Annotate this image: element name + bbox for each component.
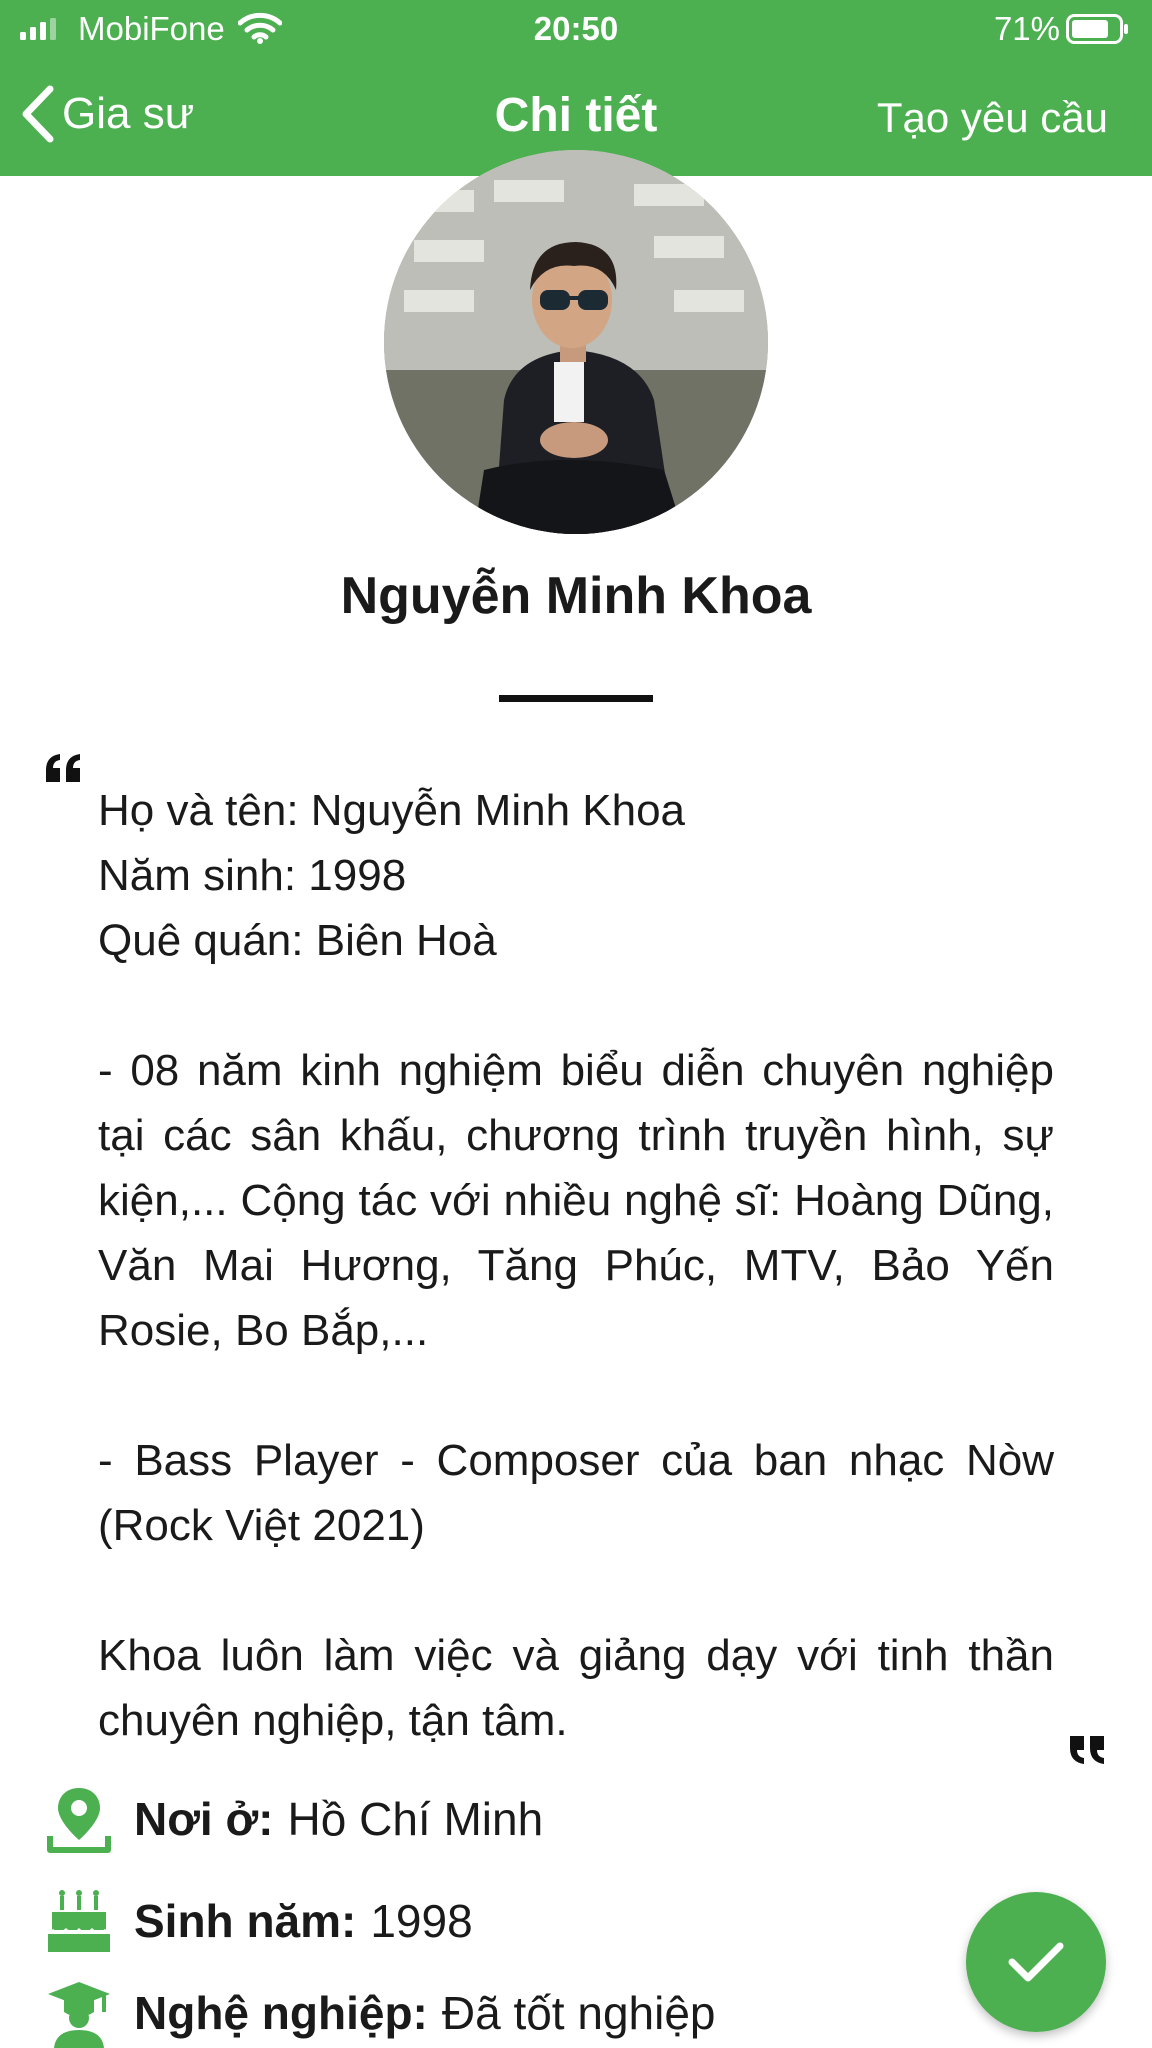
bio-closing: Khoa luôn làm việc và giảng dạy với tinh thần chuyên nghiệp, tận tâm.: [98, 1631, 1054, 1745]
bio-hometown: Quê quán: Biên Hoà: [98, 916, 497, 965]
back-label: Gia sư: [62, 89, 195, 138]
bio-birth-year: Năm sinh: 1998: [98, 851, 407, 900]
avatar-photo: [384, 150, 768, 534]
quote-close-icon: [1068, 1734, 1108, 1766]
graduate-icon: [44, 1978, 114, 2048]
battery-icon: [1066, 14, 1130, 44]
profile-name: Nguyễn Minh Khoa: [340, 567, 812, 625]
residence-value: Hồ Chí Minh: [287, 1793, 544, 1845]
bio-text: [98, 778, 1054, 1753]
birth-year-label: Sinh năm:: [134, 1895, 357, 1947]
checkmark-icon: [1006, 1938, 1066, 1986]
location-pin-icon: [44, 1784, 114, 1854]
bio-full-name: Họ và tên: Nguyễn Minh Khoa: [98, 786, 686, 835]
page-title: Chi tiết: [494, 89, 658, 142]
info-row-occupation: [44, 1978, 1044, 2048]
bio-experience: - 08 năm kinh nghiệm biểu diễn chuyên nghiệp tại các sân khấu, chương trình truyền hình, sự kiện,... Cộng tác với nhiều nghệ sĩ: Hoàng Dũng, Văn Mai Hương, Tăng Phúc, MTV, Bảo Yến Rosie, Bo Bắp,...: [98, 1046, 1054, 1355]
bio-band: - Bass Player - Composer của ban nhạc Nòw (Rock Việt 2021): [98, 1436, 1054, 1550]
clock: 20:50: [533, 10, 619, 47]
occupation-value: Đã tốt nghiệp: [441, 1987, 716, 2039]
title-divider: [499, 695, 653, 702]
status-bar: [0, 0, 1152, 58]
info-row-residence: [44, 1784, 1044, 1854]
avatar: [384, 150, 768, 534]
create-request-button[interactable]: Tạo yêu cầu: [876, 94, 1108, 141]
carrier-name: MobiFone: [78, 10, 225, 47]
birthday-cake-icon: [44, 1886, 114, 1956]
residence-label: Nơi ở:: [134, 1793, 274, 1845]
occupation-label: Nghệ nghiệp:: [134, 1987, 428, 2039]
info-row-birth-year: [44, 1886, 1044, 1956]
quote-open-icon: [44, 752, 84, 784]
confirm-fab[interactable]: [966, 1892, 1106, 2032]
birth-year-value: 1998: [370, 1895, 473, 1947]
battery-percentage: 71%: [993, 10, 1060, 47]
